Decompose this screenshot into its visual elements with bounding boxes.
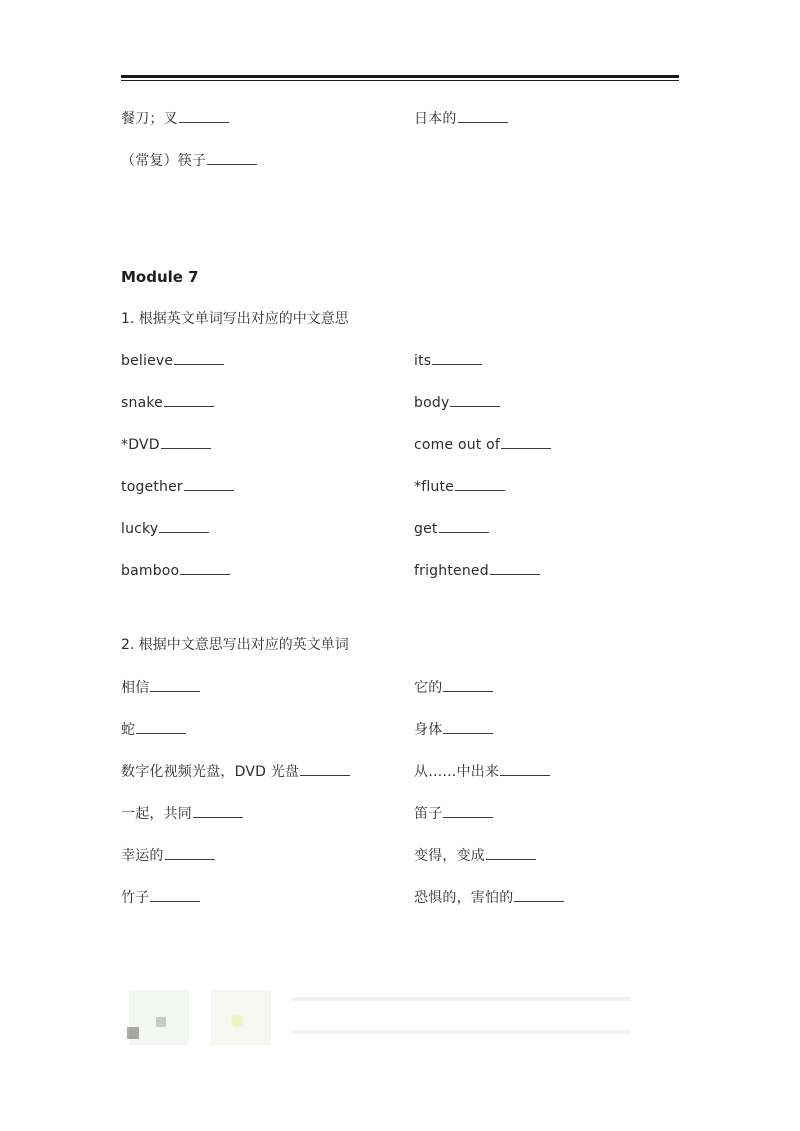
vocab-prompt: 它的 [414, 680, 443, 696]
section1-instruction: 1. 根据英文单词写出对应的中文意思 [121, 311, 349, 327]
vocab-item [414, 478, 505, 496]
vocab-prompt: 竹子 [121, 890, 150, 906]
answer-blank[interactable] [443, 805, 493, 818]
vocab-item [414, 562, 540, 580]
flower-icon [231, 1015, 243, 1027]
vocab-item [121, 763, 350, 781]
header-rule-thin [121, 80, 679, 81]
answer-blank[interactable] [193, 805, 243, 818]
vocab-item [414, 679, 493, 697]
vocab-item [414, 110, 508, 128]
vocab-item [414, 352, 482, 370]
vocab-item [414, 436, 551, 454]
vocab-item [121, 152, 257, 170]
vocab-prompt: 恐惧的，害怕的 [414, 890, 514, 906]
answer-blank[interactable] [174, 352, 224, 365]
faded-text-line [291, 997, 631, 1001]
vocab-item [121, 478, 234, 496]
vocab-prompt: body [414, 395, 450, 411]
answer-blank[interactable] [443, 721, 493, 734]
answer-blank[interactable] [490, 562, 540, 575]
answer-blank[interactable] [300, 763, 350, 776]
vocab-item [121, 889, 200, 907]
vocab-prompt: come out of [414, 437, 501, 453]
vocab-prompt: 笛子 [414, 806, 443, 822]
vocab-prompt: 相信 [121, 680, 150, 696]
answer-blank[interactable] [458, 110, 508, 123]
vocab-item [121, 562, 230, 580]
module-title: Module 7 [121, 268, 199, 286]
vocab-item [121, 520, 209, 538]
answer-blank[interactable] [184, 478, 234, 491]
vocab-item [121, 394, 214, 412]
vocab-prompt: its [414, 353, 432, 369]
vocab-prompt: *DVD [121, 437, 160, 453]
answer-blank[interactable] [180, 562, 230, 575]
answer-blank[interactable] [164, 394, 214, 407]
vocab-prompt: （常复）筷子 [121, 153, 207, 169]
vocab-prompt: 幸运的 [121, 848, 164, 864]
answer-blank[interactable] [150, 889, 200, 902]
vocab-prompt: lucky [121, 521, 159, 537]
vocab-prompt: 日本的 [414, 111, 457, 127]
vocab-item [121, 110, 229, 128]
answer-blank[interactable] [150, 679, 200, 692]
vocab-item [414, 721, 493, 739]
vocab-item [121, 847, 215, 865]
vocab-prompt: get [414, 521, 438, 537]
vocab-prompt: bamboo [121, 563, 180, 579]
vocab-prompt: 身体 [414, 722, 443, 738]
vocab-item [414, 520, 489, 538]
answer-blank[interactable] [486, 847, 536, 860]
answer-blank[interactable] [207, 152, 257, 165]
leaf-icon [156, 1017, 166, 1027]
answer-blank[interactable] [514, 889, 564, 902]
faded-footer-watermark [121, 985, 651, 1055]
answer-blank[interactable] [455, 478, 505, 491]
vocab-item [414, 763, 550, 781]
answer-blank[interactable] [450, 394, 500, 407]
vocab-prompt: 从……中出来 [414, 764, 500, 780]
answer-blank[interactable] [159, 520, 209, 533]
vocab-item [414, 847, 536, 865]
vocab-item [121, 721, 186, 739]
vocab-item [121, 352, 224, 370]
answer-blank[interactable] [500, 763, 550, 776]
section2-instruction: 2. 根据中文意思写出对应的英文单词 [121, 637, 349, 653]
vocab-item [121, 436, 211, 454]
answer-blank[interactable] [439, 520, 489, 533]
answer-blank[interactable] [165, 847, 215, 860]
vocab-prompt: 一起，共同 [121, 806, 192, 822]
answer-blank[interactable] [501, 436, 551, 449]
vocab-prompt: 变得，变成 [414, 848, 485, 864]
answer-blank[interactable] [136, 721, 186, 734]
vocab-prompt: 蛇 [121, 722, 136, 738]
vocab-item [414, 889, 564, 907]
answer-blank[interactable] [179, 110, 229, 123]
vocab-prompt: 餐刀；叉 [121, 111, 178, 127]
vocab-item [121, 679, 200, 697]
answer-blank[interactable] [443, 679, 493, 692]
answer-blank[interactable] [161, 436, 211, 449]
vocab-item [414, 805, 493, 823]
vocab-prompt: *flute [414, 479, 454, 495]
vocab-prompt: together [121, 479, 183, 495]
answer-blank[interactable] [432, 352, 482, 365]
qr-mark-icon [127, 1027, 139, 1039]
vocab-item [414, 394, 500, 412]
vocab-prompt: believe [121, 353, 174, 369]
vocab-prompt: 数字化视频光盘，DVD 光盘 [121, 764, 300, 780]
faded-text-line [291, 1030, 631, 1034]
vocab-prompt: frightened [414, 563, 489, 579]
vocab-item [121, 805, 243, 823]
vocab-prompt: snake [121, 395, 163, 411]
header-rule-thick [121, 75, 679, 78]
